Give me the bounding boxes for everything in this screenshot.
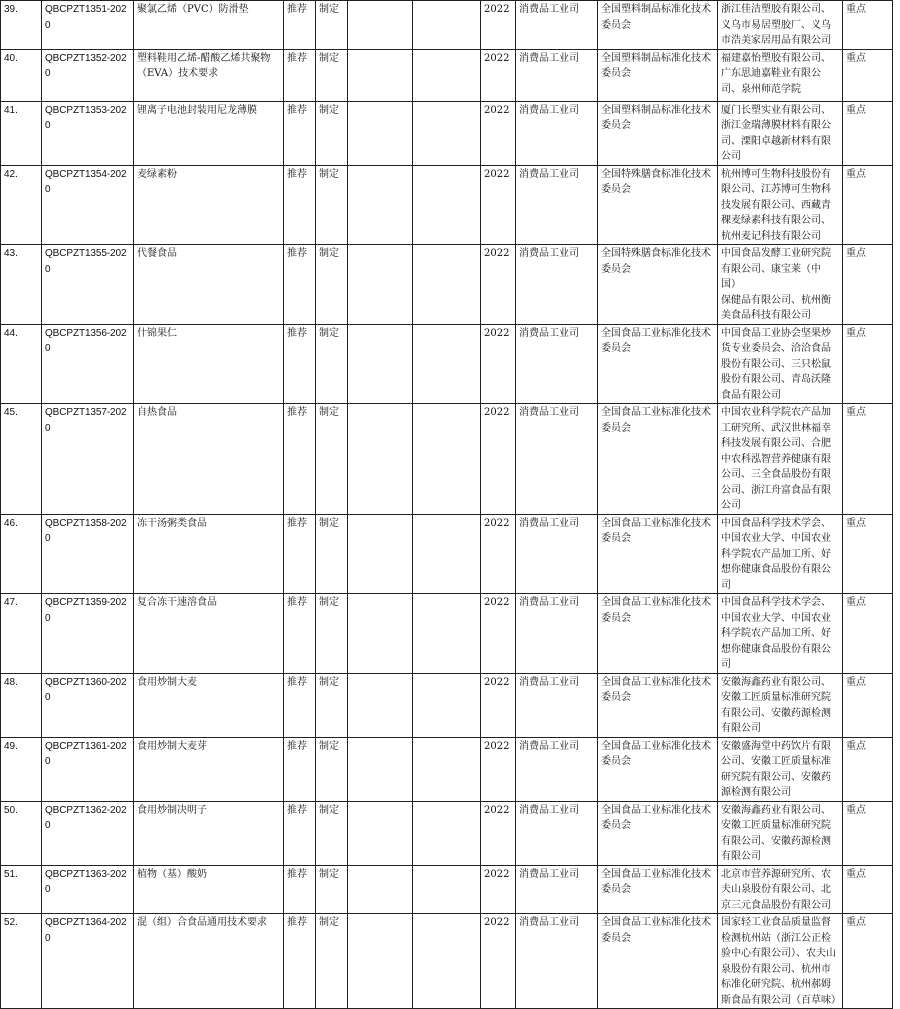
drafting-organizations: 中国食品发酵工业研究院 有限公司、康宝莱（中国） 保健品有限公司、杭州衡 美食品科技有限公司 xyxy=(718,245,843,325)
technical-committee: 全国特殊膳食标准化技术委员会 xyxy=(598,165,718,245)
row-index: 51. xyxy=(1,865,42,914)
table-row xyxy=(1,514,893,594)
completion-year: 2022 xyxy=(481,245,516,325)
blank-cell xyxy=(413,801,481,865)
standard-type: 推荐 xyxy=(284,404,316,515)
technical-committee: 全国食品工业标准化技术委员会 xyxy=(598,914,718,1009)
blank-cell xyxy=(348,865,413,914)
plan-code: QBCPZT1361-2020 xyxy=(42,737,134,801)
technical-committee: 全国食品工业标准化技术委员会 xyxy=(598,324,718,404)
blank-cell xyxy=(348,673,413,737)
plan-code: QBCPZT1355-2020 xyxy=(42,245,134,325)
priority-flag: 重点 xyxy=(843,865,893,914)
completion-year: 2022 xyxy=(481,49,516,101)
table-row xyxy=(1,101,893,165)
responsible-department: 消费品工业司 xyxy=(516,101,598,165)
formulation-type: 制定 xyxy=(316,514,348,594)
formulation-type: 制定 xyxy=(316,801,348,865)
standard-name: 食用炒制大麦 xyxy=(134,673,284,737)
standard-name: 复合冻干速溶食品 xyxy=(134,594,284,674)
standard-type: 推荐 xyxy=(284,324,316,404)
drafting-organizations: 安徽海鑫药业有限公司、 安徽工匠质量标准研究院 有限公司、安徽药源检测 有限公司 xyxy=(718,801,843,865)
responsible-department: 消费品工业司 xyxy=(516,673,598,737)
technical-committee: 全国塑料制品标准化技术委员会 xyxy=(598,49,718,101)
standard-type: 推荐 xyxy=(284,594,316,674)
technical-committee: 全国食品工业标准化技术委员会 xyxy=(598,737,718,801)
completion-year: 2022 xyxy=(481,865,516,914)
table-row xyxy=(1,245,893,325)
responsible-department: 消费品工业司 xyxy=(516,594,598,674)
row-index: 45. xyxy=(1,404,42,515)
blank-cell xyxy=(413,49,481,101)
priority-flag: 重点 xyxy=(843,737,893,801)
table-row xyxy=(1,404,893,515)
standard-type: 推荐 xyxy=(284,1,316,50)
table-row xyxy=(1,1,893,50)
drafting-organizations: 中国农业科学院农产品加 工研究所、武汉世林福幸 科技发展有限公司、合肥 中农科泓智营养健康有限 公司、三全食品股份有限 公司、浙江舟富食品有限 公司 xyxy=(718,404,843,515)
table-row xyxy=(1,801,893,865)
standard-type: 推荐 xyxy=(284,245,316,325)
plan-code: QBCPZT1353-2020 xyxy=(42,101,134,165)
blank-cell xyxy=(413,324,481,404)
completion-year: 2022 xyxy=(481,801,516,865)
priority-flag: 重点 xyxy=(843,165,893,245)
responsible-department: 消费品工业司 xyxy=(516,404,598,515)
table-row xyxy=(1,324,893,404)
responsible-department: 消费品工业司 xyxy=(516,914,598,1009)
completion-year: 2022 xyxy=(481,101,516,165)
priority-flag: 重点 xyxy=(843,101,893,165)
drafting-organizations: 福建嘉怡塑胶有限公司、 广东思迪嘉鞋业有限公 司、泉州师范学院 xyxy=(718,49,843,101)
standard-name: 植物（基）酸奶 xyxy=(134,865,284,914)
responsible-department: 消费品工业司 xyxy=(516,49,598,101)
standard-name: 代餐食品 xyxy=(134,245,284,325)
technical-committee: 全国食品工业标准化技术委员会 xyxy=(598,801,718,865)
responsible-department: 消费品工业司 xyxy=(516,245,598,325)
row-index: 39. xyxy=(1,1,42,50)
drafting-organizations: 杭州博可生物科技股份有 限公司、江苏博可生物科 技发展有限公司、西藏青 稞麦绿素科技有限公司、 杭州麦记科技有限公司 xyxy=(718,165,843,245)
blank-cell xyxy=(348,324,413,404)
blank-cell xyxy=(348,737,413,801)
row-index: 40. xyxy=(1,49,42,101)
plan-code: QBCPZT1351-2020 xyxy=(42,1,134,50)
blank-cell xyxy=(413,865,481,914)
drafting-organizations: 厦门长塑实业有限公司、 浙江金瑞薄膜材料有限公 司、溧阳卓越新材料有限 公司 xyxy=(718,101,843,165)
formulation-type: 制定 xyxy=(316,404,348,515)
plan-code: QBCPZT1364-2020 xyxy=(42,914,134,1009)
standard-type: 推荐 xyxy=(284,165,316,245)
row-index: 46. xyxy=(1,514,42,594)
responsible-department: 消费品工业司 xyxy=(516,737,598,801)
formulation-type: 制定 xyxy=(316,737,348,801)
blank-cell xyxy=(348,914,413,1009)
blank-cell xyxy=(348,514,413,594)
drafting-organizations: 北京市营养源研究所、农 夫山泉股份有限公司、北 京三元食品股份有限公司 xyxy=(718,865,843,914)
standard-name: 什锦果仁 xyxy=(134,324,284,404)
blank-cell xyxy=(348,165,413,245)
completion-year: 2022 xyxy=(481,514,516,594)
formulation-type: 制定 xyxy=(316,594,348,674)
standard-type: 推荐 xyxy=(284,49,316,101)
row-index: 50. xyxy=(1,801,42,865)
blank-cell xyxy=(413,165,481,245)
formulation-type: 制定 xyxy=(316,673,348,737)
table-row xyxy=(1,673,893,737)
blank-cell xyxy=(348,1,413,50)
drafting-organizations: 中国食品科学技术学会、 中国农业大学、中国农业 科学院农产品加工所、好 想你健康食品股份有限公 司 xyxy=(718,514,843,594)
completion-year: 2022 xyxy=(481,1,516,50)
row-index: 43. xyxy=(1,245,42,325)
priority-flag: 重点 xyxy=(843,914,893,1009)
formulation-type: 制定 xyxy=(316,914,348,1009)
standard-type: 推荐 xyxy=(284,673,316,737)
standard-name: 自热食品 xyxy=(134,404,284,515)
technical-committee: 全国塑料制品标准化技术委员会 xyxy=(598,101,718,165)
technical-committee: 全国特殊膳食标准化技术委员会 xyxy=(598,245,718,325)
priority-flag: 重点 xyxy=(843,673,893,737)
responsible-department: 消费品工业司 xyxy=(516,1,598,50)
responsible-department: 消费品工业司 xyxy=(516,514,598,594)
technical-committee: 全国食品工业标准化技术委员会 xyxy=(598,404,718,515)
blank-cell xyxy=(348,49,413,101)
table-body xyxy=(1,1,893,1009)
standard-type: 推荐 xyxy=(284,914,316,1009)
formulation-type: 制定 xyxy=(316,245,348,325)
table-row xyxy=(1,594,893,674)
plan-code: QBCPZT1357-2020 xyxy=(42,404,134,515)
standard-name: 混（组）合食品通用技术要求 xyxy=(134,914,284,1009)
completion-year: 2022 xyxy=(481,404,516,515)
standard-name: 麦绿素粉 xyxy=(134,165,284,245)
standard-name: 锂离子电池封装用尼龙薄膜 xyxy=(134,101,284,165)
technical-committee: 全国食品工业标准化技术委员会 xyxy=(598,594,718,674)
formulation-type: 制定 xyxy=(316,165,348,245)
technical-committee: 全国食品工业标准化技术委员会 xyxy=(598,673,718,737)
blank-cell xyxy=(348,801,413,865)
blank-cell xyxy=(413,514,481,594)
drafting-organizations: 国家轻工业食品质量监督 检测杭州站（浙江公正检 验中心有限公司）、农夫山 泉股份有限公司、杭州市 标准化研究院、杭州郝姆 斯食品有限公司（百草味） xyxy=(718,914,843,1009)
responsible-department: 消费品工业司 xyxy=(516,801,598,865)
responsible-department: 消费品工业司 xyxy=(516,324,598,404)
completion-year: 2022 xyxy=(481,737,516,801)
priority-flag: 重点 xyxy=(843,594,893,674)
plan-code: QBCPZT1352-2020 xyxy=(42,49,134,101)
table-row xyxy=(1,914,893,1009)
standard-type: 推荐 xyxy=(284,801,316,865)
plan-code: QBCPZT1362-2020 xyxy=(42,801,134,865)
row-index: 44. xyxy=(1,324,42,404)
blank-cell xyxy=(413,594,481,674)
blank-cell xyxy=(348,594,413,674)
blank-cell xyxy=(413,737,481,801)
priority-flag: 重点 xyxy=(843,801,893,865)
row-index: 41. xyxy=(1,101,42,165)
standard-name: 冻干汤粥类食品 xyxy=(134,514,284,594)
drafting-organizations: 安徽海鑫药业有限公司、 安徽工匠质量标准研究院 有限公司、安徽药源检测 有限公司 xyxy=(718,673,843,737)
responsible-department: 消费品工业司 xyxy=(516,865,598,914)
formulation-type: 制定 xyxy=(316,324,348,404)
standard-type: 推荐 xyxy=(284,865,316,914)
plan-code: QBCPZT1363-2020 xyxy=(42,865,134,914)
drafting-organizations: 安徽盛海堂中药饮片有限 公司、安徽工匠质量标准 研究院有限公司、安徽药 源检测有限公司 xyxy=(718,737,843,801)
drafting-organizations: 中国食品科学技术学会、 中国农业大学、中国农业 科学院农产品加工所、好 想你健康食品股份有限公 司 xyxy=(718,594,843,674)
standard-name: 聚氯乙烯（PVC）防滑垫 xyxy=(134,1,284,50)
drafting-organizations: 中国食品工业协会坚果炒 货专业委员会、洽洽食品 股份有限公司、三只松鼠 股份有限公司、青岛沃隆 食品有限公司 xyxy=(718,324,843,404)
completion-year: 2022 xyxy=(481,324,516,404)
technical-committee: 全国食品工业标准化技术委员会 xyxy=(598,514,718,594)
priority-flag: 重点 xyxy=(843,1,893,50)
standard-name: 塑料鞋用乙烯-醋酸乙烯共聚物（EVA）技术要求 xyxy=(134,49,284,101)
priority-flag: 重点 xyxy=(843,245,893,325)
row-index: 52. xyxy=(1,914,42,1009)
formulation-type: 制定 xyxy=(316,865,348,914)
blank-cell xyxy=(413,245,481,325)
blank-cell xyxy=(413,404,481,515)
technical-committee: 全国食品工业标准化技术委员会 xyxy=(598,865,718,914)
plan-code: QBCPZT1359-2020 xyxy=(42,594,134,674)
blank-cell xyxy=(348,101,413,165)
responsible-department: 消费品工业司 xyxy=(516,165,598,245)
table-row xyxy=(1,737,893,801)
completion-year: 2022 xyxy=(481,165,516,245)
plan-code: QBCPZT1358-2020 xyxy=(42,514,134,594)
priority-flag: 重点 xyxy=(843,49,893,101)
blank-cell xyxy=(348,404,413,515)
technical-committee: 全国塑料制品标准化技术委员会 xyxy=(598,1,718,50)
standard-type: 推荐 xyxy=(284,737,316,801)
standard-name: 食用炒制决明子 xyxy=(134,801,284,865)
completion-year: 2022 xyxy=(481,914,516,1009)
priority-flag: 重点 xyxy=(843,404,893,515)
blank-cell xyxy=(413,673,481,737)
blank-cell xyxy=(413,101,481,165)
completion-year: 2022 xyxy=(481,673,516,737)
table-row xyxy=(1,165,893,245)
table-row xyxy=(1,865,893,914)
row-index: 48. xyxy=(1,673,42,737)
standard-name: 食用炒制大麦芽 xyxy=(134,737,284,801)
priority-flag: 重点 xyxy=(843,324,893,404)
formulation-type: 制定 xyxy=(316,49,348,101)
row-index: 47. xyxy=(1,594,42,674)
blank-cell xyxy=(348,245,413,325)
plan-code: QBCPZT1354-2020 xyxy=(42,165,134,245)
blank-cell xyxy=(413,914,481,1009)
drafting-organizations: 浙江佳洁塑胶有限公司、 义乌市易居塑胶厂、义乌 市浩美家居用品有限公司 xyxy=(718,1,843,50)
plan-code: QBCPZT1360-2020 xyxy=(42,673,134,737)
row-index: 42. xyxy=(1,165,42,245)
plan-code: QBCPZT1356-2020 xyxy=(42,324,134,404)
formulation-type: 制定 xyxy=(316,101,348,165)
priority-flag: 重点 xyxy=(843,514,893,594)
standard-type: 推荐 xyxy=(284,101,316,165)
formulation-type: 制定 xyxy=(316,1,348,50)
completion-year: 2022 xyxy=(481,594,516,674)
table-row xyxy=(1,49,893,101)
row-index: 49. xyxy=(1,737,42,801)
standard-type: 推荐 xyxy=(284,514,316,594)
blank-cell xyxy=(413,1,481,50)
